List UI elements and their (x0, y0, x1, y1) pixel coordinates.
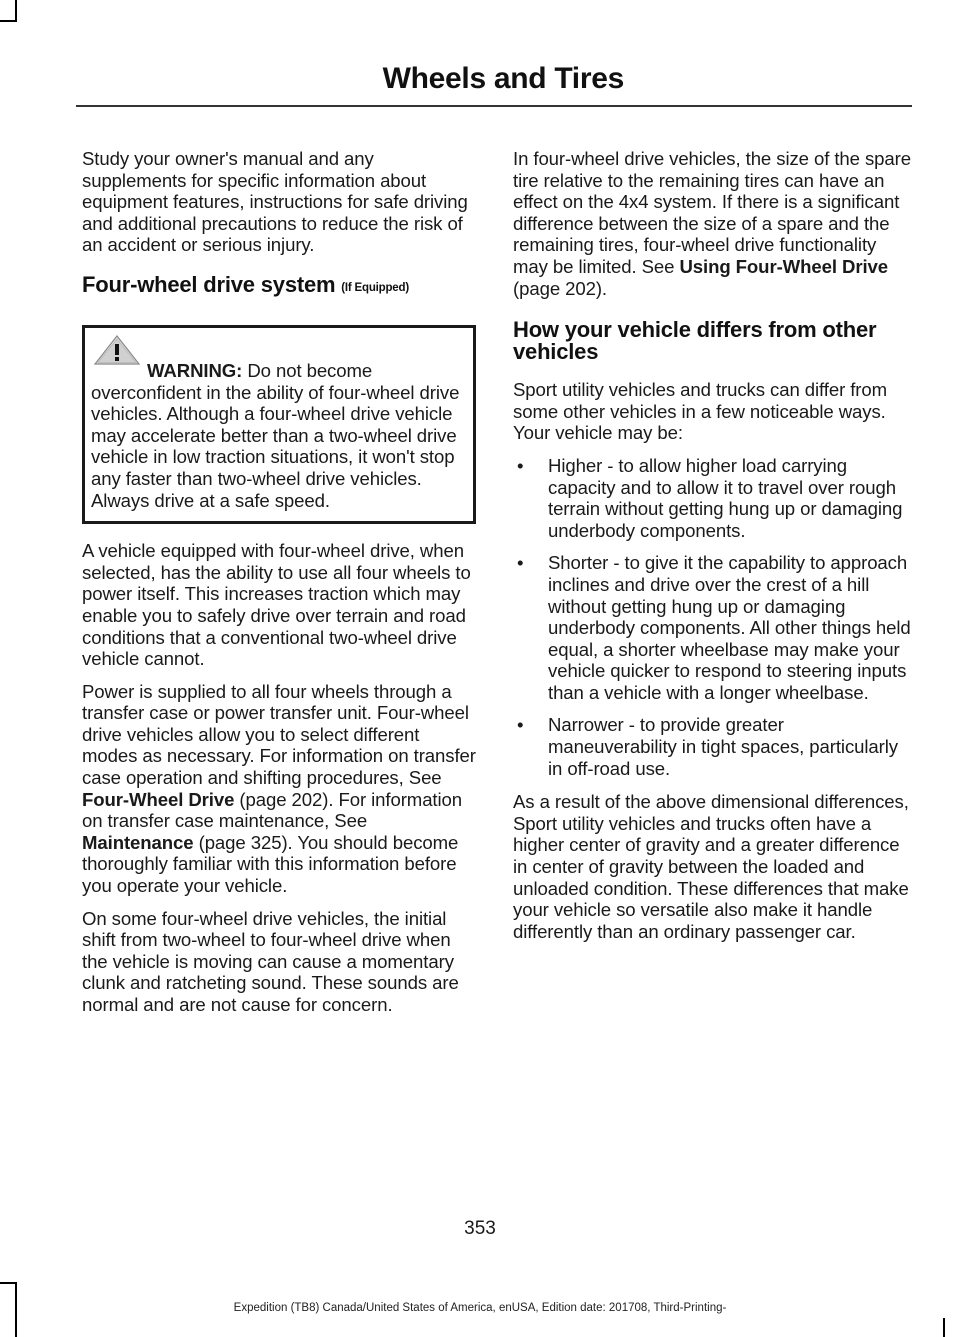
list-item (513, 714, 911, 779)
paragraph: A vehicle equipped with four-wheel drive, when selected, has the ability to use all four wheels to power itself. This increases traction which may enable you to safely drive over terrain and road conditions that a conventional two-wheel drive vehicle cannot. (82, 540, 471, 670)
warning-body: Do not become overconfident in the ability of four-wheel drive vehicles. Although a four-wheel drive vehicle may accelerate better than a two-wheel drive vehicle in low traction situations, it won't stop any faster than two-wheel drive vehicles. Always drive at a safe speed. (91, 359, 460, 511)
list-item-text: Higher - to allow higher load carrying capacity and to allow it to travel over rough terrain without getting hung up or damaging underbody components. (548, 454, 903, 541)
heading-text: Four-wheel drive system (82, 271, 336, 297)
right-column (513, 148, 911, 953)
page-number: 353 (464, 1218, 496, 1239)
bullet-icon: • (517, 454, 524, 476)
warning-box (82, 325, 476, 524)
cross-reference-maintenance: Maintenance (82, 831, 194, 853)
list-item-text: Narrower - to provide greater maneuverability in tight spaces, particularly in off-road use. (548, 714, 898, 779)
crop-mark (15, 0, 17, 22)
bullet-icon: • (517, 714, 524, 736)
paragraph-text: (page 202). For information on transfer case maintenance, See (82, 788, 463, 832)
left-column (82, 148, 476, 1027)
heading-note: (If Equipped) (341, 281, 409, 294)
bullet-list (513, 455, 911, 779)
section-heading-vehicle-differences: How your vehicle differs from other vehicles (513, 317, 877, 365)
header-divider (76, 105, 912, 107)
page-title: Wheels and Tires (382, 62, 624, 95)
list-item (513, 552, 911, 703)
warning-triangle-icon (93, 334, 141, 366)
crop-mark (0, 20, 17, 22)
list-item-text: Shorter - to give it the capability to approach inclines and drive over the crest of a hill without getting hung up or damaging underbody components. All other things held equal, a shorter wheelbase may make your vehicle quicker to respond to steering inputs than a vehicle with a longer wheelbase. (548, 552, 911, 703)
warning-text (91, 336, 467, 511)
list-item (513, 455, 911, 541)
paragraph: On some four-wheel drive vehicles, the initial shift from two-wheel to four-wheel drive when the vehicle is moving can cause a momentary clunk and ratcheting sound. These sounds are normal and are not cause for concern. (82, 907, 459, 1015)
paragraph-text: Power is supplied to all four wheels through a transfer case or power transfer unit. Four-wheel drive vehicles allow you to select different modes as necessary. For information on transfer case operation and shifting procedures, See (82, 680, 476, 789)
cross-reference-using-four-wheel-drive: Using Four-Wheel Drive (679, 255, 889, 277)
paragraph-text: (page 325). You should become thoroughly familiar with this information before you operate your vehicle. (82, 831, 459, 897)
crop-mark (943, 1318, 945, 1337)
intro-paragraph: Study your owner's manual and any supplements for specific information about equipment features, instructions for safe driving and additional precautions to reduce the risk of an accident or serious injury. (82, 148, 468, 256)
paragraph-text: In four-wheel drive vehicles, the size of the spare tire relative to the remaining tires can have an effect on the 4x4 system. If there is a significant difference between the size of a spare and the remaining tires, four-wheel drive functionality may be limited. See (513, 148, 911, 277)
warning-label: WARNING: (147, 359, 243, 381)
edition-footer: Expedition (TB8) Canada/United States of America, enUSA, Edition date: 201708, Third-Printing- (233, 1302, 727, 1314)
paragraph-text: (page 202). (513, 277, 608, 299)
cross-reference-four-wheel-drive: Four-Wheel Drive (82, 788, 235, 810)
paragraph (513, 148, 911, 299)
section-heading-four-wheel-drive (82, 271, 476, 299)
paragraph: As a result of the above dimensional differences, Sport utility vehicles and trucks often have a higher center of gravity and a greater difference in center of gravity between the loaded and unloaded condition. These differences that make your vehicle so versatile also make it handle differently than an ordinary passenger car. (513, 791, 909, 942)
crop-mark (0, 1282, 17, 1284)
paragraph: Sport utility vehicles and trucks can differ from some other vehicles in a few noticeable ways. Your vehicle may be: (513, 379, 888, 444)
bullet-icon: • (517, 552, 524, 574)
paragraph (82, 681, 476, 897)
